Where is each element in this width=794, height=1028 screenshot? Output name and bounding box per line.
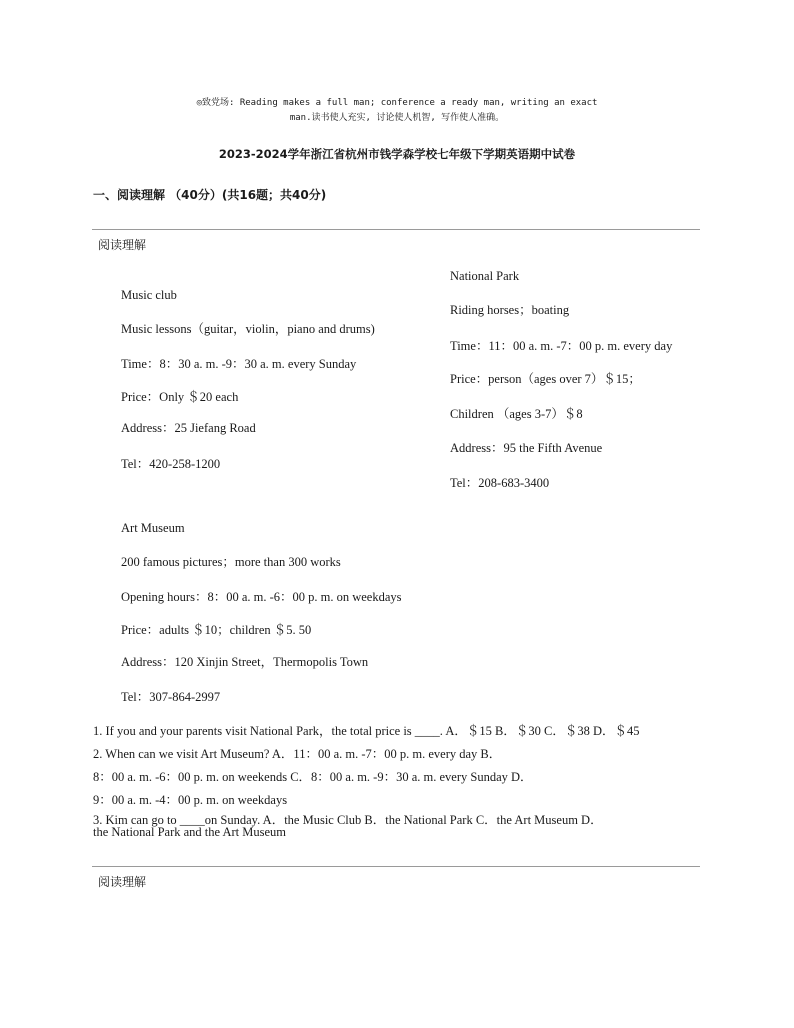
national-park-activities: Riding horses；boating xyxy=(450,303,570,317)
national-park-tel: Tel：208-683-3400 xyxy=(450,476,550,490)
question-2-line-1: 2. When can we visit Art Museum? A．11：00 a. m. -7：00 p. m. every day B． xyxy=(93,747,502,761)
part2-label: 阅读理解 xyxy=(98,875,147,889)
motto-line-1: ◎致党场: Reading makes a full man; conference a ready man, writing an exact xyxy=(196,98,598,108)
music-club-name: Music club xyxy=(121,288,177,302)
divider-top xyxy=(92,229,700,230)
section-heading: 一、阅读理解 （40分）(共16题；共40分) xyxy=(93,188,327,202)
national-park-time: Time：11：00 a. m. -7：00 p. m. every day xyxy=(450,339,673,353)
national-park-name: National Park xyxy=(450,269,520,283)
art-museum-name: Art Museum xyxy=(121,521,185,535)
part1-label: 阅读理解 xyxy=(98,238,147,252)
music-club-lessons: Music lessons（guitar，violin，piano and drums) xyxy=(121,322,375,336)
music-club-time: Time：8：30 a. m. -9：30 a. m. every Sunday xyxy=(121,357,357,371)
music-club-tel: Tel：420-258-1200 xyxy=(121,457,221,471)
art-museum-address: Address：120 Xinjin Street，Thermopolis Town xyxy=(121,655,369,669)
national-park-address: Address：95 the Fifth Avenue xyxy=(450,441,603,455)
divider-bottom xyxy=(92,866,700,867)
question-2-line-3: 9：00 a. m. -4：00 p. m. on weekdays xyxy=(93,793,288,807)
art-museum-hours: Opening hours：8：00 a. m. -6：00 p. m. on weekdays xyxy=(121,590,402,604)
exam-title: 2023-2024学年浙江省杭州市钱学森学校七年级下学期英语期中试卷 xyxy=(218,147,576,161)
art-museum-price: Price：adults ＄10；children ＄5. 50 xyxy=(121,623,312,637)
question-3-line-1: 3. Kim can go to ____on Sunday. A．the Music Club B．the National Park C．the Art Museum D． xyxy=(93,813,603,827)
question-3-line-2: the National Park and the Art Museum xyxy=(93,825,287,839)
question-2-line-2: 8：00 a. m. -6：00 p. m. on weekends C．8：00 a. m. -9：30 a. m. every Sunday D． xyxy=(93,770,533,784)
national-park-price: Price：person（ages over 7）＄15； xyxy=(450,372,641,386)
art-museum-tel: Tel：307-864-2997 xyxy=(121,690,221,704)
motto-line-2: man.读书使人充实, 讨论使人机智, 写作使人准确。 xyxy=(289,113,505,123)
art-museum-works: 200 famous pictures；more than 300 works xyxy=(121,555,341,569)
question-1: 1. If you and your parents visit National Park，the total price is ____. A．＄15 B．＄30 C．＄38 D．＄45 xyxy=(93,724,640,738)
music-club-address: Address：25 Jiefang Road xyxy=(121,421,256,435)
music-club-price: Price：Only ＄20 each xyxy=(121,390,239,404)
national-park-children: Children （ages 3-7）＄8 xyxy=(450,407,583,421)
